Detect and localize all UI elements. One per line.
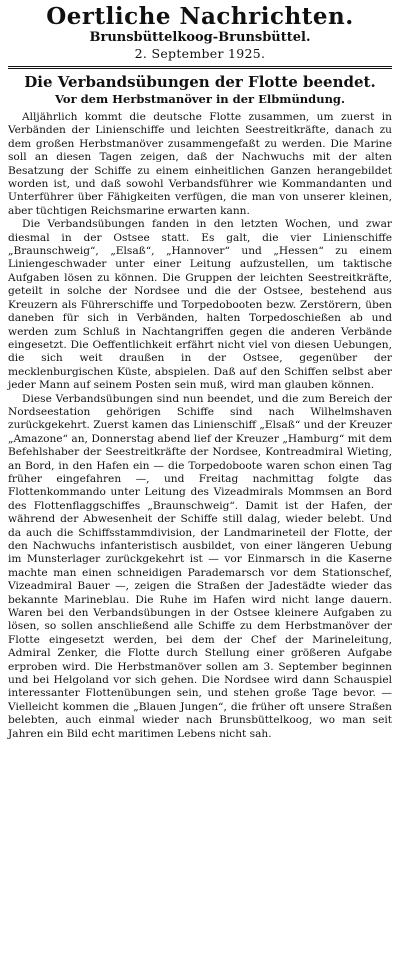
article-paragraph-1: Alljährlich kommt die deutsche Flotte zusammen, um zuerst in Verbänden der Linienschiffe und leichten Seestreitkräfte, danach zu dem großen Herbstmanöver zusammengefaßt zu werden. Die Marine soll an diesen Tagen zeigen, daß der Nachwuchs mit der alten Besatzung der Schiffe zu einem einheitlichen Ganzen herangebildet worden ist, und daß sowohl Verbandsführer wie Kommandanten und Unterführer über Fähigkeiten verfügen, die man von unserer kleinen, aber tüchtigen Reichsmarine erwarten kann.	[8, 111, 392, 217]
article-subheadline: Vor dem Herbstmanöver in der Elbmündung.	[55, 92, 345, 106]
article-paragraph-2: Die Verbandsübungen fanden in den letzten Wochen, und zwar diesmal in der Ostsee statt. Es galt, die vier Linienschiffe „Braunschweig“, „Elsaß“, „Hannover“ und „Hessen“ zu einem Liniengeschwader unter einer Leitung aufzustellen, um taktische Aufgaben lösen zu können. Die Gruppen der leichten Seestreitkräfte, geteilt in solche der Nordsee und die der Ostsee, bestehend aus Kreuzern als Führerschiffe und Torpedobooten bezw. Zerstörern, üben daneben für sich in Verbänden, halten Torpedoschießen ab und werden zum Schluß in Nachtangriffen gegen die anderen Verbände eingesetzt. Die Oeffentlichkeit erfährt nicht viel von diesen Uebungen, die sich weit draußen in der Ostsee, gegenüber der mecklenburgischen Küste, abspielen. Daß auf den Schiffen selbst aber jeder Mann auf seinem Posten sein muß, wird man glauben können.	[8, 218, 392, 392]
date-line: 2. September 1925.	[134, 46, 266, 61]
top-divider	[8, 66, 392, 67]
masthead	[8, 4, 392, 62]
location-line: Brunsbüttelkoog-Brunsbüttel.	[89, 30, 311, 45]
article-headline: Die Verbandsübungen der Flotte beendet.	[24, 73, 376, 91]
section-title: Oertliche Nachrichten.	[46, 3, 354, 30]
article	[8, 73, 392, 741]
article-paragraph-3: Diese Verbandsübungen sind nun beendet, und die zum Bereich der Nordseestation gehörigen Schiffe sind nach Wilhelmshaven zurückgekehrt. Zuerst kamen das Linienschiff „Elsaß“ und der Kreuzer „Amazone“ an, Donnerstag abend lief der Kreuzer „Hamburg“ mit dem Befehlshaber der Seestreitkräfte der Nordsee, Kontreadmiral Wieting, an Bord, in den Hafen ein — die Torpedoboote waren schon einen Tag früher eingefahren —, und Freitag nachmittag folgte das Flottenkommando unter Leitung des Vizeadmirals Mommsen an Bord des Flottenflaggschiffes „Braunschweig“. Damit ist der Hafen, der während der Abwesenheit der Schiffe still dalag, wieder belebt. Und da auch die Schiffsstammdivision, der Landmarineteil der Flotte, der den Nachwuchs infanteristisch ausbildet, von einer längeren Uebung im Munsterlager zurückgekehrt ist — vor Einmarsch in die Kaserne machte man einen schneidigen Parademarsch vor dem Stationschef, Vizeadmiral Bauer —, zeigen die Straßen der Jadestädte wieder das bekannte Marineblau. Die Ruhe im Hafen wird nicht lange dauern. Waren bei den Verbandsübungen in der Ostsee kleinere Aufgaben zu lösen, so sollen anschließend alle Schiffe zu dem Herbstmanöver der Flotte eingesetzt werden, bei dem der Chef der Marineleitung, Admiral Zenker, die Flotte durch Stellung einer größeren Aufgabe erproben wird. Die Herbstmanöver sollen am 3. September beginnen und bei Helgoland vor sich gehen. Die Nordsee wird dann Schauspiel interessanter Flottenübungen sein, und stehen große Tage bevor. — Vielleicht kommen die „Blauen Jungen“, die früher oft unsere Straßen belebten, auch einmal wieder nach Brunsbüttelkoog, wo man seit Jahren ein Bild echt maritimen Lebens nicht sah.	[8, 392, 392, 740]
top-divider-second	[8, 68, 392, 69]
